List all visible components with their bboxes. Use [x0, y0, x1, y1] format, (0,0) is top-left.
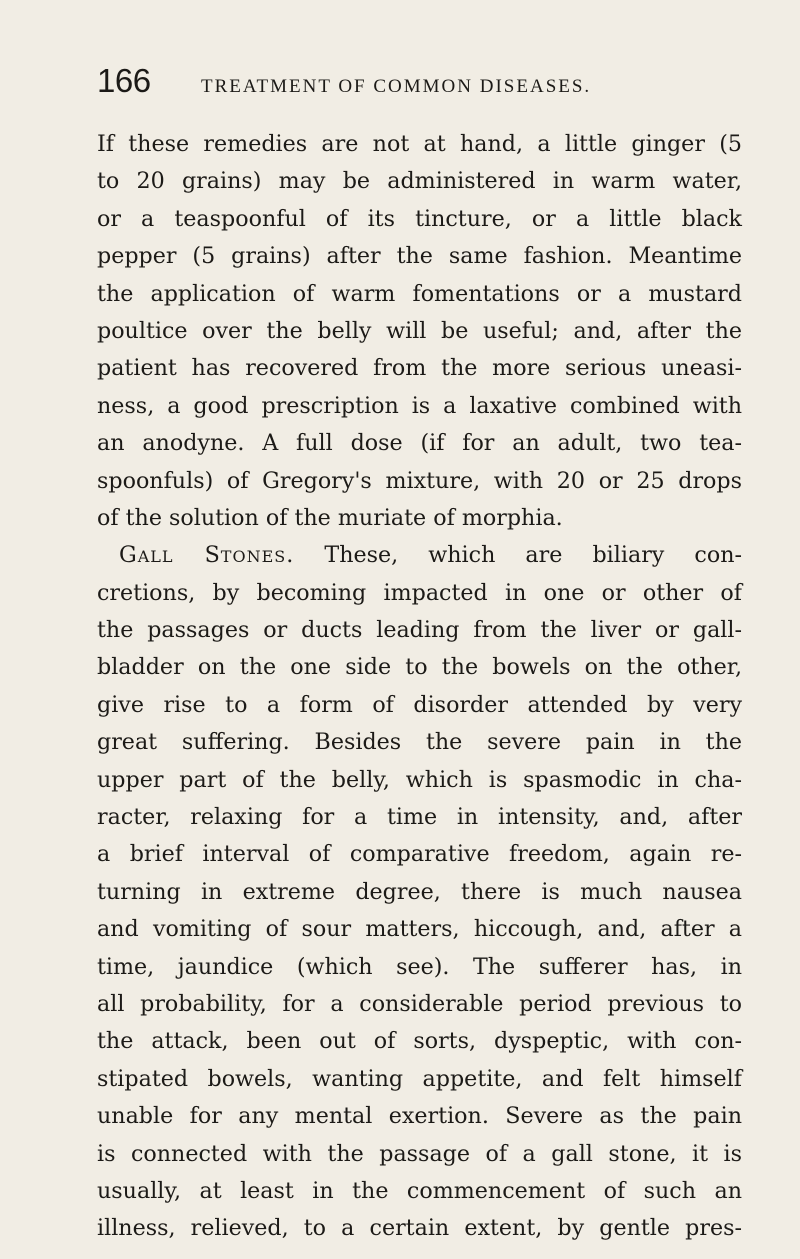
text-line: pepper (5 grains) after the same fashion. Meantime: [97, 243, 742, 270]
text-line: spoonfuls) of Gregory's mixture, with 20 or 25 drops: [97, 467, 742, 494]
text-line: upper part of the belly, which is spasmodic in cha-: [97, 766, 742, 793]
text-line: a brief interval of comparative freedom, again re-: [97, 841, 742, 868]
text-line: and vomiting of sour matters, hiccough, and, after a: [97, 916, 742, 943]
page-header: [97, 62, 760, 102]
text-line: illness, relieved, to a certain extent, by gentle pres-: [97, 1215, 742, 1242]
text-line: great suffering. Besides the severe pain in the: [97, 729, 742, 756]
text-line: turning in extreme degree, there is much nausea: [97, 878, 742, 905]
text-line: time, jaundice (which see). The sufferer has, in: [97, 953, 742, 980]
text-line: unable for any mental exertion. Severe as the pain: [97, 1103, 742, 1130]
text-line: racter, relaxing for a time in intensity, and, after: [97, 804, 742, 831]
text-line: the passages or ducts leading from the liver or gall-: [97, 617, 742, 644]
text-line: or a teaspoonful of its tincture, or a little black: [97, 205, 742, 232]
text-line: If these remedies are not at hand, a little ginger (5: [97, 131, 742, 157]
text-line: poultice over the belly will be useful; and, after the: [97, 317, 742, 344]
text-line: usually, at least in the commencement of such an: [97, 1177, 742, 1204]
text-line-fragment: These, which are biliary con-: [324, 542, 742, 569]
text-line: cretions, by becoming impacted in one or other of: [97, 579, 742, 606]
gall-stones-paragraph-start: [97, 537, 742, 574]
text-line: the application of warm fomentations or a mustard: [97, 280, 742, 307]
text-line: the attack, been out of sorts, dyspeptic, with con-: [97, 1028, 742, 1055]
section-heading-gall-stones: Gall Stones.: [119, 542, 295, 569]
text-line: bladder on the one side to the bowels on the other,: [97, 654, 742, 681]
text-line: to 20 grains) may be administered in warm water,: [97, 168, 742, 195]
text-line: give rise to a form of disorder attended by very: [97, 691, 742, 718]
page-number: 166: [97, 62, 151, 99]
text-line: an anodyne. A full dose (if for an adult, two tea-: [97, 430, 742, 457]
running-head: TREATMENT OF COMMON DISEASES.: [201, 76, 592, 97]
text-line: is connected with the passage of a gall stone, it is: [97, 1140, 742, 1167]
text-line: of the solution of the muriate of morphia.: [97, 504, 563, 531]
text-line: patient has recovered from the more serious uneasi-: [97, 355, 742, 382]
text-line: ness, a good prescription is a laxative combined with: [97, 392, 742, 419]
body-text: [97, 126, 742, 1248]
text-line: stipated bowels, wanting appetite, and felt himself: [97, 1065, 742, 1092]
text-line: all probability, for a considerable period previous to: [97, 990, 742, 1017]
